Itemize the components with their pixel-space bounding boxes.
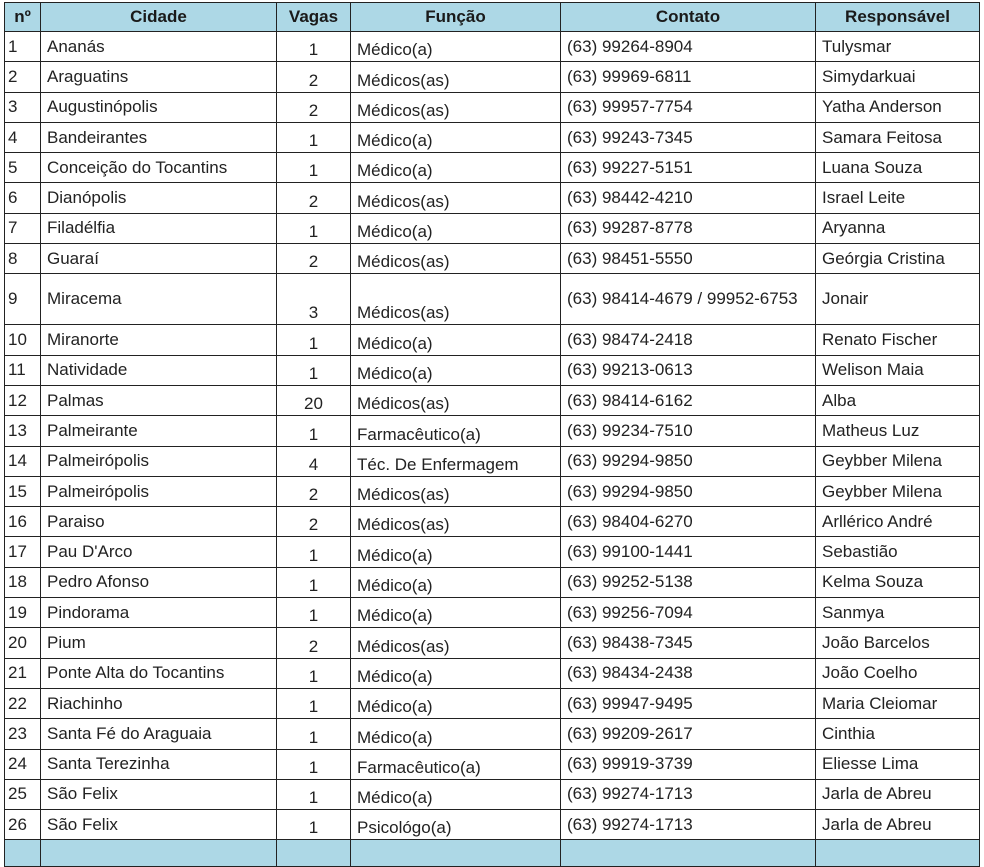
footer-cell	[351, 840, 561, 867]
cell-funcao: Médicos(as)	[351, 476, 561, 506]
cell-responsavel: Matheus Luz	[816, 416, 980, 446]
cell-vagas: 1	[277, 32, 351, 62]
cell-responsavel: Luana Souza	[816, 153, 980, 183]
vacancies-table	[4, 2, 980, 867]
cell-vagas: 1	[277, 122, 351, 152]
cell-vagas: 2	[277, 62, 351, 92]
table-body	[5, 32, 980, 840]
cell-vagas: 1	[277, 598, 351, 628]
table-row	[5, 325, 980, 355]
cell-contato: (63) 99264-8904	[561, 32, 816, 62]
cell-vagas: 1	[277, 658, 351, 688]
table-row	[5, 749, 980, 779]
cell-responsavel: Samara Feitosa	[816, 122, 980, 152]
cell-vagas: 1	[277, 719, 351, 749]
cell-num: 6	[5, 183, 41, 213]
cell-cidade: Miranorte	[41, 325, 277, 355]
cell-vagas: 2	[277, 92, 351, 122]
cell-cidade: Santa Terezinha	[41, 749, 277, 779]
cell-funcao: Farmacêutico(a)	[351, 749, 561, 779]
table-row	[5, 658, 980, 688]
cell-funcao: Médicos(as)	[351, 62, 561, 92]
cell-contato: (63) 99256-7094	[561, 598, 816, 628]
cell-vagas: 4	[277, 446, 351, 476]
table-row	[5, 537, 980, 567]
cell-contato: (63) 99294-9850	[561, 476, 816, 506]
cell-funcao: Médico(a)	[351, 213, 561, 243]
cell-contato: (63) 98438-7345	[561, 628, 816, 658]
cell-cidade: Guaraí	[41, 244, 277, 274]
footer-cell	[561, 840, 816, 867]
cell-responsavel: Tulysmar	[816, 32, 980, 62]
table-row	[5, 213, 980, 243]
cell-vagas: 2	[277, 476, 351, 506]
cell-funcao: Médicos(as)	[351, 628, 561, 658]
cell-vagas: 1	[277, 355, 351, 385]
cell-num: 12	[5, 385, 41, 415]
cell-cidade: Miracema	[41, 274, 277, 325]
table-row	[5, 446, 980, 476]
table-row	[5, 183, 980, 213]
table-row	[5, 416, 980, 446]
table-row	[5, 122, 980, 152]
cell-vagas: 1	[277, 153, 351, 183]
table-header	[5, 3, 980, 32]
cell-cidade: Araguatins	[41, 62, 277, 92]
cell-num: 21	[5, 658, 41, 688]
cell-cidade: Dianópolis	[41, 183, 277, 213]
cell-cidade: Conceição do Tocantins	[41, 153, 277, 183]
cell-num: 2	[5, 62, 41, 92]
cell-cidade: Bandeirantes	[41, 122, 277, 152]
cell-funcao: Psicológo(a)	[351, 810, 561, 840]
cell-cidade: Pium	[41, 628, 277, 658]
cell-responsavel: Aryanna	[816, 213, 980, 243]
cell-cidade: Palmeirante	[41, 416, 277, 446]
table-row	[5, 628, 980, 658]
cell-contato: (63) 98434-2438	[561, 658, 816, 688]
cell-funcao: Médico(a)	[351, 153, 561, 183]
table-row	[5, 598, 980, 628]
cell-responsavel: Yatha Anderson	[816, 92, 980, 122]
footer-cell	[5, 840, 41, 867]
cell-cidade: Palmeirópolis	[41, 446, 277, 476]
cell-contato: (63) 98451-5550	[561, 244, 816, 274]
table-row	[5, 719, 980, 749]
cell-responsavel: João Coelho	[816, 658, 980, 688]
footer-cell	[41, 840, 277, 867]
cell-funcao: Médicos(as)	[351, 385, 561, 415]
cell-num: 20	[5, 628, 41, 658]
cell-contato: (63) 99287-8778	[561, 213, 816, 243]
cell-vagas: 1	[277, 325, 351, 355]
cell-vagas: 1	[277, 749, 351, 779]
cell-num: 22	[5, 688, 41, 718]
cell-contato: (63) 98404-6270	[561, 507, 816, 537]
table-row	[5, 779, 980, 809]
cell-funcao: Médicos(as)	[351, 183, 561, 213]
cell-cidade: Santa Fé do Araguaia	[41, 719, 277, 749]
cell-cidade: Pedro Afonso	[41, 567, 277, 597]
cell-num: 17	[5, 537, 41, 567]
cell-responsavel: Arllérico André	[816, 507, 980, 537]
cell-vagas: 1	[277, 688, 351, 718]
cell-contato: (63) 99947-9495	[561, 688, 816, 718]
cell-funcao: Médico(a)	[351, 567, 561, 597]
cell-contato: (63) 98414-6162	[561, 385, 816, 415]
cell-funcao: Farmacêutico(a)	[351, 416, 561, 446]
table-row	[5, 385, 980, 415]
table-row	[5, 355, 980, 385]
cell-funcao: Téc. De Enfermagem	[351, 446, 561, 476]
cell-vagas: 1	[277, 416, 351, 446]
cell-num: 14	[5, 446, 41, 476]
cell-funcao: Médico(a)	[351, 355, 561, 385]
cell-funcao: Médicos(as)	[351, 507, 561, 537]
cell-contato: (63) 99100-1441	[561, 537, 816, 567]
cell-cidade: Filadélfia	[41, 213, 277, 243]
cell-contato: (63) 98474-2418	[561, 325, 816, 355]
cell-cidade: São Felix	[41, 810, 277, 840]
cell-contato: (63) 99919-3739	[561, 749, 816, 779]
cell-contato: (63) 99957-7754	[561, 92, 816, 122]
cell-contato: (63) 99294-9850	[561, 446, 816, 476]
cell-contato: (63) 99234-7510	[561, 416, 816, 446]
cell-responsavel: Eliesse Lima	[816, 749, 980, 779]
cell-num: 15	[5, 476, 41, 506]
cell-vagas: 3	[277, 274, 351, 325]
header-funcao: Função	[351, 3, 561, 32]
cell-num: 18	[5, 567, 41, 597]
cell-cidade: Pau D'Arco	[41, 537, 277, 567]
cell-cidade: Augustinópolis	[41, 92, 277, 122]
cell-cidade: Ponte Alta do Tocantins	[41, 658, 277, 688]
cell-num: 26	[5, 810, 41, 840]
cell-vagas: 2	[277, 244, 351, 274]
cell-num: 7	[5, 213, 41, 243]
cell-responsavel: Sebastião	[816, 537, 980, 567]
cell-num: 19	[5, 598, 41, 628]
cell-num: 24	[5, 749, 41, 779]
cell-vagas: 1	[277, 779, 351, 809]
cell-responsavel: Geybber Milena	[816, 446, 980, 476]
table-row	[5, 274, 980, 325]
cell-num: 8	[5, 244, 41, 274]
cell-contato: (63) 99243-7345	[561, 122, 816, 152]
cell-responsavel: Renato Fischer	[816, 325, 980, 355]
cell-num: 11	[5, 355, 41, 385]
cell-num: 4	[5, 122, 41, 152]
cell-contato: (63) 99227-5151	[561, 153, 816, 183]
cell-responsavel: Welison Maia	[816, 355, 980, 385]
cell-contato: (63) 99209-2617	[561, 719, 816, 749]
cell-responsavel: Sanmya	[816, 598, 980, 628]
cell-contato: (63) 99969-6811	[561, 62, 816, 92]
table-row	[5, 507, 980, 537]
table-row	[5, 153, 980, 183]
cell-num: 23	[5, 719, 41, 749]
footer-cell	[816, 840, 980, 867]
cell-contato: (63) 99213-0613	[561, 355, 816, 385]
header-row	[5, 3, 980, 32]
table-row	[5, 62, 980, 92]
header-responsavel: Responsável	[816, 3, 980, 32]
cell-cidade: Natividade	[41, 355, 277, 385]
cell-cidade: Palmeirópolis	[41, 476, 277, 506]
table-row	[5, 476, 980, 506]
cell-contato: (63) 99274-1713	[561, 810, 816, 840]
cell-responsavel: Maria Cleiomar	[816, 688, 980, 718]
cell-funcao: Médico(a)	[351, 779, 561, 809]
cell-funcao: Médico(a)	[351, 122, 561, 152]
cell-responsavel: Jonair	[816, 274, 980, 325]
cell-num: 16	[5, 507, 41, 537]
cell-vagas: 1	[277, 213, 351, 243]
cell-responsavel: Simydarkuai	[816, 62, 980, 92]
cell-funcao: Médico(a)	[351, 325, 561, 355]
cell-num: 3	[5, 92, 41, 122]
cell-funcao: Médicos(as)	[351, 244, 561, 274]
cell-num: 13	[5, 416, 41, 446]
cell-num: 9	[5, 274, 41, 325]
cell-num: 25	[5, 779, 41, 809]
cell-vagas: 2	[277, 628, 351, 658]
footer-row	[5, 840, 980, 867]
cell-responsavel: Israel Leite	[816, 183, 980, 213]
header-contato: Contato	[561, 3, 816, 32]
cell-responsavel: Alba	[816, 385, 980, 415]
cell-vagas: 20	[277, 385, 351, 415]
cell-funcao: Médico(a)	[351, 32, 561, 62]
cell-num: 5	[5, 153, 41, 183]
cell-cidade: Paraiso	[41, 507, 277, 537]
cell-num: 1	[5, 32, 41, 62]
header-vagas: Vagas	[277, 3, 351, 32]
cell-num: 10	[5, 325, 41, 355]
table-row	[5, 567, 980, 597]
table-row	[5, 32, 980, 62]
cell-responsavel: Cinthia	[816, 719, 980, 749]
header-num: nº	[5, 3, 41, 32]
cell-contato: (63) 98414-4679 / 99952-6753	[561, 274, 816, 325]
cell-responsavel: João Barcelos	[816, 628, 980, 658]
cell-vagas: 1	[277, 537, 351, 567]
cell-cidade: Palmas	[41, 385, 277, 415]
footer-cell	[277, 840, 351, 867]
cell-contato: (63) 99274-1713	[561, 779, 816, 809]
cell-cidade: Pindorama	[41, 598, 277, 628]
cell-responsavel: Jarla de Abreu	[816, 779, 980, 809]
cell-vagas: 1	[277, 810, 351, 840]
cell-funcao: Médicos(as)	[351, 92, 561, 122]
cell-responsavel: Jarla de Abreu	[816, 810, 980, 840]
cell-funcao: Médico(a)	[351, 658, 561, 688]
cell-vagas: 1	[277, 567, 351, 597]
cell-cidade: Riachinho	[41, 688, 277, 718]
table-row	[5, 244, 980, 274]
table-row	[5, 810, 980, 840]
table-row	[5, 92, 980, 122]
cell-responsavel: Kelma Souza	[816, 567, 980, 597]
table-footer	[5, 840, 980, 867]
cell-funcao: Médico(a)	[351, 719, 561, 749]
cell-responsavel: Geybber Milena	[816, 476, 980, 506]
cell-contato: (63) 99252-5138	[561, 567, 816, 597]
cell-contato: (63) 98442-4210	[561, 183, 816, 213]
header-cidade: Cidade	[41, 3, 277, 32]
cell-funcao: Médico(a)	[351, 537, 561, 567]
cell-funcao: Médico(a)	[351, 598, 561, 628]
cell-cidade: São Felix	[41, 779, 277, 809]
cell-vagas: 2	[277, 507, 351, 537]
cell-cidade: Ananás	[41, 32, 277, 62]
cell-responsavel: Geórgia Cristina	[816, 244, 980, 274]
cell-vagas: 2	[277, 183, 351, 213]
cell-funcao: Médicos(as)	[351, 274, 561, 325]
cell-funcao: Médico(a)	[351, 688, 561, 718]
table-row	[5, 688, 980, 718]
